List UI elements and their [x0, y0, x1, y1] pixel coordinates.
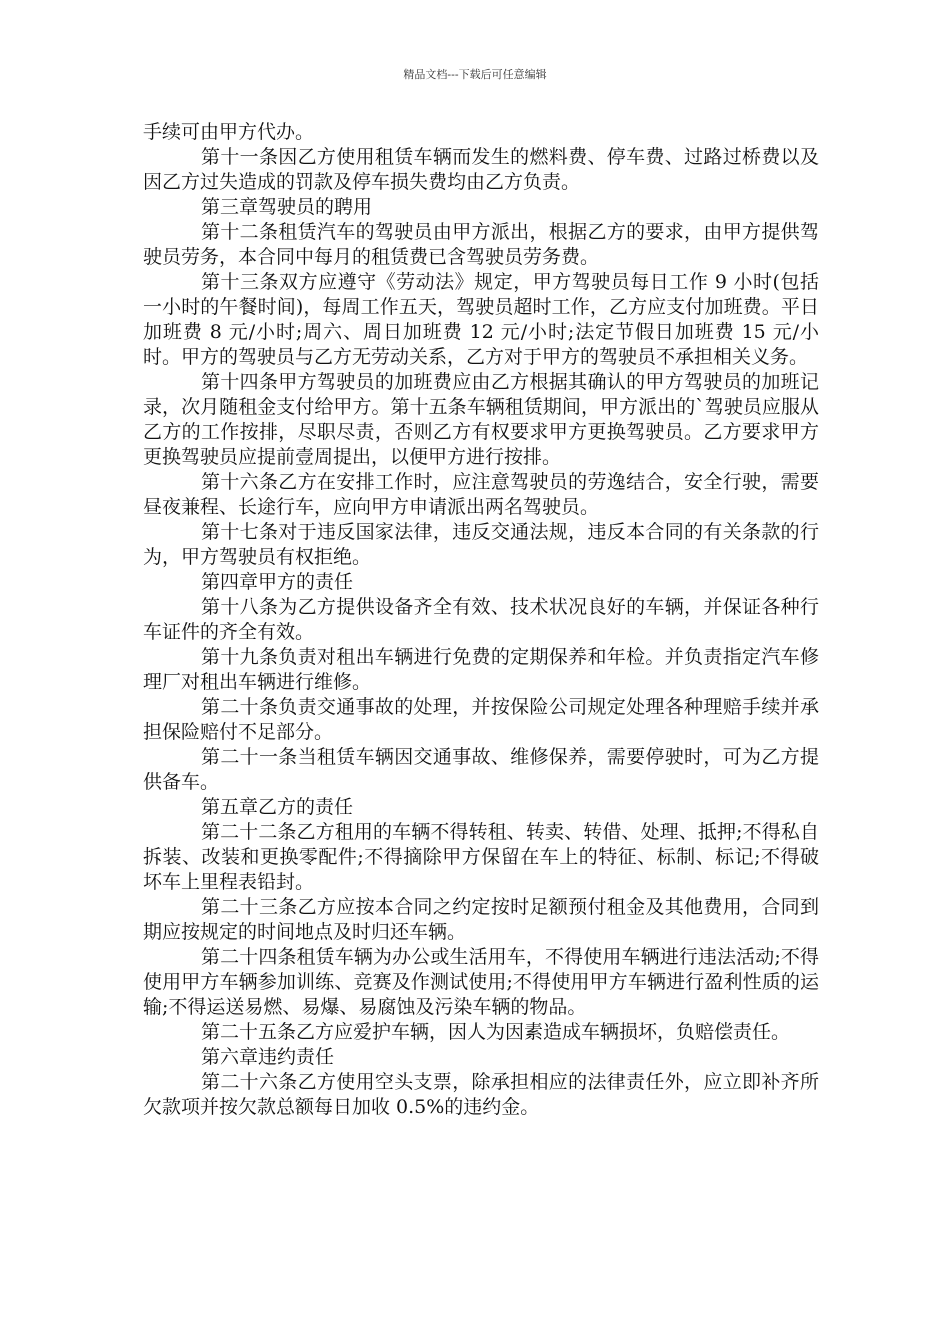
paragraph: 第二十三条乙方应按本合同之约定按时足额预付租金及其他费用，合同到期应按规定的时间地点及时归还车辆。	[143, 896, 819, 943]
paragraph: 第二十五条乙方应爱护车辆，因人为因素造成车辆损坏，负赔偿责任。	[201, 1021, 791, 1043]
paragraph: 第三章驾驶员的聘用	[201, 196, 373, 218]
paragraph: 第十九条负责对租出车辆进行免费的定期保养和年检。并负责指定汽车修理厂对租出车辆进行维修。	[143, 646, 819, 693]
paragraph: 第二十六条乙方使用空头支票，除承担相应的法律责任外，应立即补齐所欠款项并按欠款总额每日加收 0.5%的违约金。	[143, 1071, 819, 1118]
document-body	[143, 120, 819, 1120]
paragraph: 第二十条负责交通事故的处理，并按保险公司规定处理各种理赔手续并承担保险赔付不足部分。	[143, 696, 819, 743]
paragraph: 第十三条双方应遵守《劳动法》规定，甲方驾驶员每日工作 9 小时(包括一小时的午餐时间)，每周工作五天，驾驶员超时工作，乙方应支付加班费。平日加班费 8 元/小时;周六、周日加班费 12 元/小时;法定节假日加班费 15 元/小时。甲方的驾驶员与乙方无劳动关系，乙方对于甲方的驾驶员不承担相关义务。	[143, 271, 819, 368]
paragraph: 手续可由甲方代办。	[143, 121, 315, 143]
paragraph: 第五章乙方的责任	[201, 796, 354, 818]
paragraph: 第十一条因乙方使用租赁车辆而发生的燃料费、停车费、过路过桥费以及因乙方过失造成的罚款及停车损失费均由乙方负责。	[143, 146, 819, 193]
paragraph: 第十七条对于违反国家法律，违反交通法规，违反本合同的有关条款的行为，甲方驾驶员有权拒绝。	[143, 521, 819, 568]
paragraph: 第二十二条乙方租用的车辆不得转租、转卖、转借、处理、抵押;不得私自拆装、改装和更换零配件;不得摘除甲方保留在车上的特征、标制、标记;不得破坏车上里程表铅封。	[143, 821, 819, 893]
page-header: 精品文档---下载后可任意编辑	[403, 68, 547, 81]
paragraph: 第四章甲方的责任	[201, 571, 354, 593]
paragraph: 第十二条租赁汽车的驾驶员由甲方派出，根据乙方的要求，由甲方提供驾驶员劳务，本合同中每月的租赁费已含驾驶员劳务费。	[143, 221, 819, 268]
paragraph: 第十八条为乙方提供设备齐全有效、技术状况良好的车辆，并保证各种行车证件的齐全有效。	[143, 596, 819, 643]
paragraph: 第二十一条当租赁车辆因交通事故、维修保养，需要停驶时，可为乙方提供备车。	[143, 746, 819, 793]
paragraph: 第十六条乙方在安排工作时，应注意驾驶员的劳逸结合，安全行驶，需要昼夜兼程、长途行车，应向甲方申请派出两名驾驶员。	[143, 471, 819, 518]
paragraph: 第六章违约责任	[201, 1046, 335, 1068]
paragraph: 第十四条甲方驾驶员的加班费应由乙方根据其确认的甲方驾驶员的加班记录，次月随租金支付给甲方。第十五条车辆租赁期间，甲方派出的`驾驶员应服从乙方的工作按排，尽职尽责，否则乙方有权要求甲方更换驾驶员。乙方要求甲方更换驾驶员应提前壹周提出，以便甲方进行按排。	[143, 371, 819, 468]
paragraph: 第二十四条租赁车辆为办公或生活用车，不得使用车辆进行违法活动;不得使用甲方车辆参加训练、竞赛及作测试使用;不得使用甲方车辆进行盈利性质的运输;不得运送易燃、易爆、易腐蚀及污染车辆的物品。	[143, 946, 819, 1018]
